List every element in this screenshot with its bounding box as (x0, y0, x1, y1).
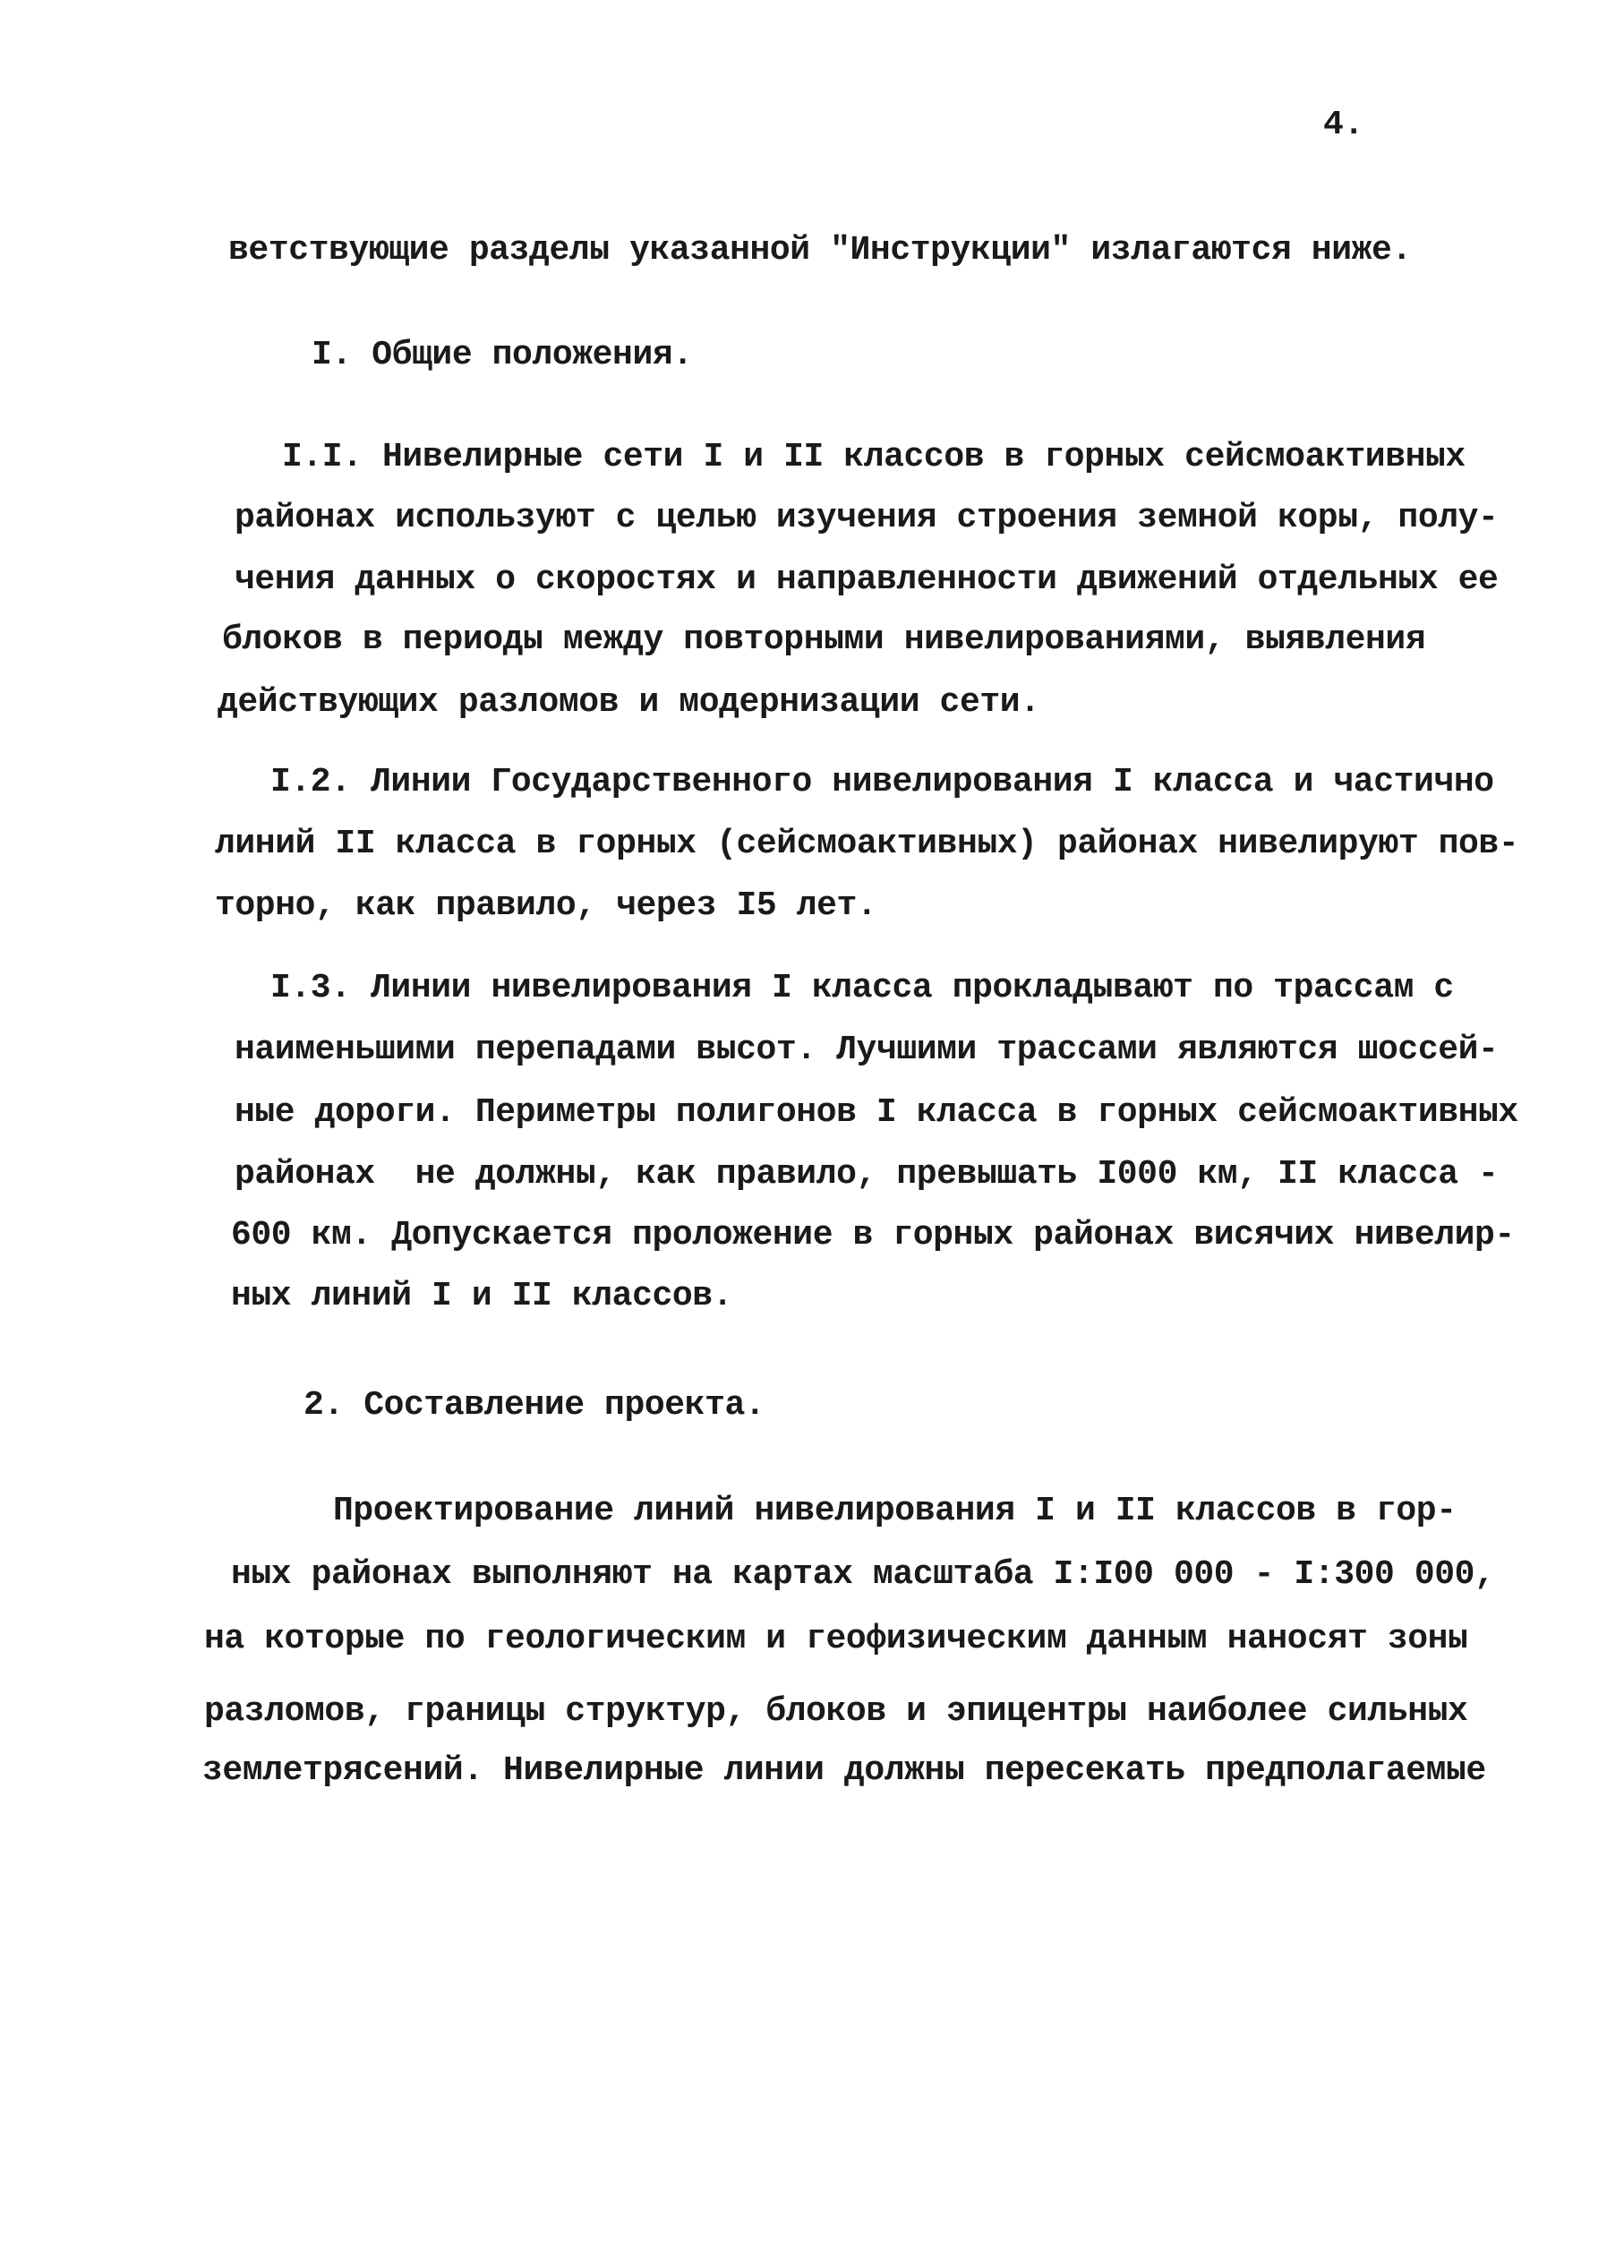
paragraph-1-1-line: районах используют с целью изучения строения земной коры, полу- (235, 499, 1499, 537)
section-1-heading: I. Общие положения. (312, 336, 693, 374)
paragraph-1-2-line: I.2. Линии Государственного нивелирования I класса и частично (270, 763, 1494, 801)
paragraph-2-line: ных районах выполняют на картах масштаба I:I00 000 - I:300 000, (231, 1555, 1495, 1594)
paragraph-2-line: разломов, границы структур, блоков и эпицентры наиболее сильных (204, 1692, 1468, 1731)
paragraph-1-1-line: I.I. Нивелирные сети I и II классов в горных сейсмоактивных (282, 438, 1466, 476)
paragraph-1-2-line: торно, как правило, через I5 лет. (215, 886, 877, 925)
paragraph-1-3-line: ных линий I и II классов. (231, 1277, 733, 1315)
paragraph-1-2-line: линий II класса в горных (сейсмоактивных) районах нивелируют пов- (215, 825, 1519, 863)
intro-line: ветствующие разделы указанной "Инструкции" излагаются ниже. (228, 231, 1412, 270)
page-number: 4. (1323, 106, 1364, 144)
paragraph-1-1-line: блоков в периоды между повторными нивелированиями, выявления (222, 620, 1426, 659)
paragraph-1-3-line: районах не должны, как правило, превышать I000 км, II класса - (235, 1155, 1499, 1194)
paragraph-1-1-line: чения данных о скоростях и направленности движений отдельных ее (235, 561, 1499, 599)
paragraph-1-3-line: 600 км. Допускается проложение в горных районах висячих нивелир- (231, 1216, 1515, 1254)
paragraph-2-line: на которые по геологическим и геофизическим данным наносят зоны (204, 1620, 1468, 1658)
paragraph-2-line: Проектирование линий нивелирования I и II классов в гор- (333, 1492, 1457, 1530)
section-2-heading: 2. Составление проекта. (303, 1386, 765, 1425)
paragraph-1-3-line: I.3. Линии нивелирования I класса прокладывают по трассам с (270, 969, 1454, 1007)
paragraph-1-3-line: ные дороги. Периметры полигонов I класса в горных сейсмоактивных (235, 1093, 1518, 1132)
paragraph-1-3-line: наименьшими перепадами высот. Лучшими трассами являются шоссей- (235, 1031, 1499, 1069)
paragraph-1-1-line: действующих разломов и модернизации сети. (218, 683, 1040, 722)
paragraph-2-line: землетрясений. Нивелирные линии должны пересекать предполагаемые (202, 1751, 1486, 1790)
